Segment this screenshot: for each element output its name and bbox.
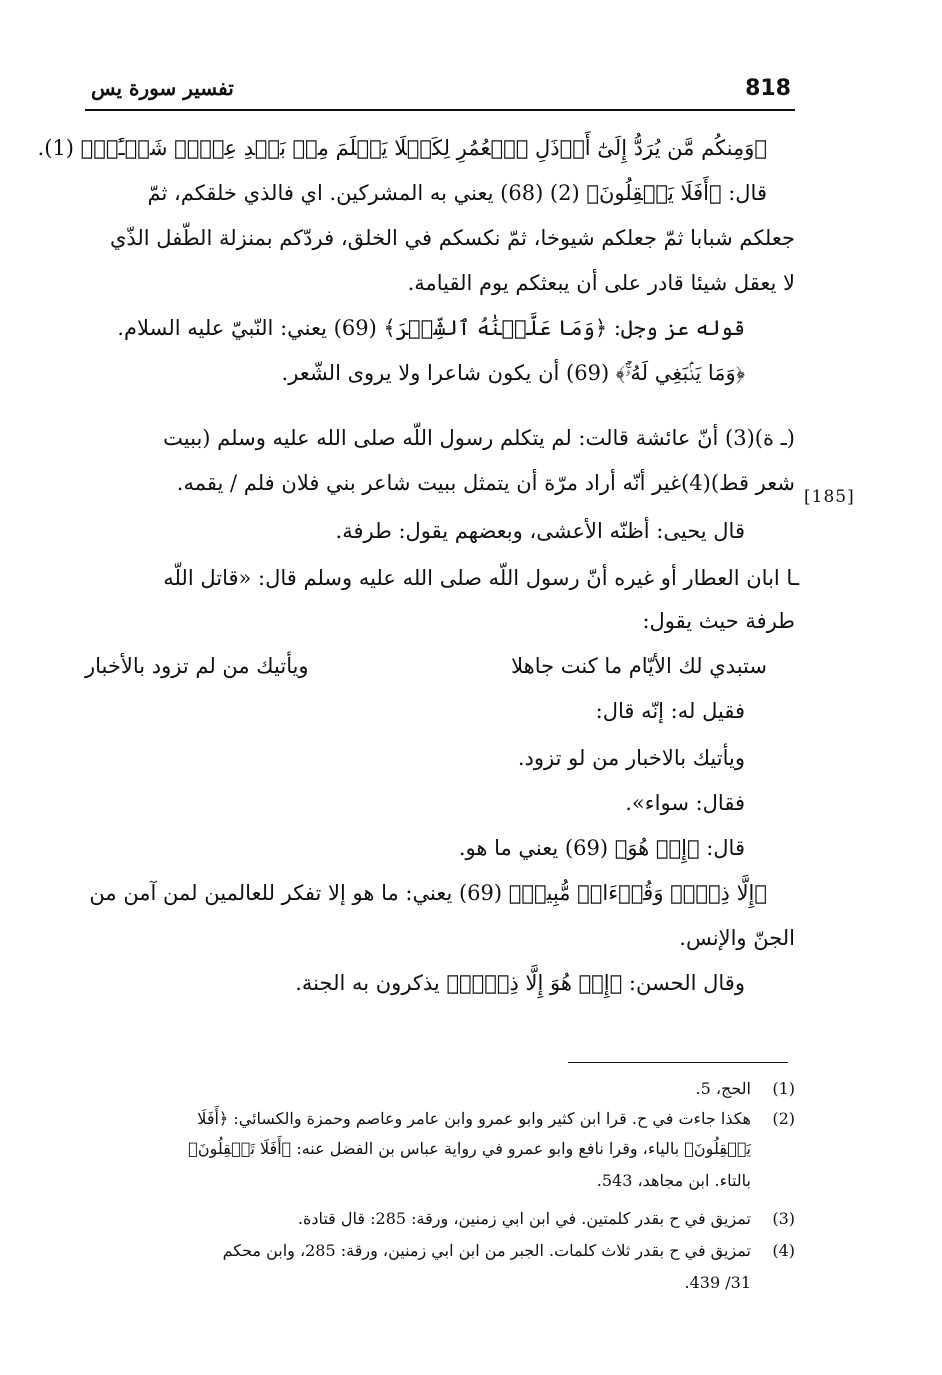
text-line-15: فقال: سواء». (625, 791, 745, 815)
text-line-4: لا يعقل شيئا قادر على أن يبعثكم يوم القيامة. (407, 271, 795, 295)
text-line-14: ويأتيك بالاخبار من لو تزود. (517, 746, 745, 770)
footnote-text: بالتاء. ابن مجاهد، 543. (596, 1171, 751, 1190)
footnote-text: يَعۡقِلُونَ﴾ بالياء، وقرا نافع وابو عمرو في رواية عباس بن الفضل عنه: ﴿أَفَلَا تَعۡقِلُونَ﴾ (188, 1139, 751, 1158)
header-rule (85, 109, 795, 111)
text-line-9: قال يحيى: أظنّه الأعشى، وبعضهم يقول: طرفة. (335, 519, 745, 543)
footnote-2 (85, 1105, 795, 1133)
text-line-10: ـا ابان العطار أو غيره أنّ رسول اللّه صلى الله عليه وسلم قال: «قاتل اللّه (163, 566, 799, 590)
text-line-7: (ـ ة)(3) أنّ عائشة قالت: لم يتكلم رسول اللّه صلى الله عليه وسلم (ببيت (163, 426, 795, 450)
footnote-number: (3) (772, 1209, 795, 1228)
footnote-4 (85, 1237, 795, 1265)
footnote-text: تمزيق في ح بقدر كلمتين. في ابن ابي زمنين، ورقة: 285: قال قتادة. (297, 1209, 751, 1228)
footnote-text: 31/ 439. (684, 1273, 751, 1292)
footnote-number: (1) (772, 1079, 795, 1098)
text-line-6: ﴿وَمَا يَنۢبَغِي لَهُۥٓۚ﴾ (69) أن يكون شاعرا ولا يروى الشّعر. (281, 361, 745, 385)
text-line-1: ﴿وَمِنكُم مَّن يُرَدُّ إِلَىٰٓ أَرۡذَلِ ٱلۡعُمُرِ لِكَيۡلَا يَعۡلَمَ مِنۢ بَعۡدِ عِلۡمٖ شَيۡـًٔاۚ﴾ (1). (37, 136, 767, 160)
footnote-4-continued (85, 1269, 795, 1297)
verse-second-hemistich: ويأتيك من لم تزود بالأخبار (85, 654, 309, 678)
footnote-text: هكذا جاءت في ح. قرا ابن كثير وابو عمرو وابن عامر وعاصم وحمزة والكسائي: ﴿أَفَلَا (197, 1109, 751, 1128)
footnote-2-continued (85, 1167, 795, 1195)
page-header (85, 74, 795, 108)
footnote-3 (85, 1205, 795, 1233)
footnote-rule (568, 1062, 788, 1063)
running-title: تفسير سورة يس (91, 76, 234, 100)
footnote-text: تمزيق في ح بقدر ثلاث كلمات. الجبر من ابن ابي زمنين، ورقة: 285، وابن محكم (222, 1241, 751, 1260)
page-number: 818 (745, 76, 791, 101)
text-line-13: فقيل له: إنّه قال: (595, 699, 745, 723)
text-line-3: جعلكم شبابا ثمّ جعلكم شيوخا، ثمّ نكسكم في الخلق، فردّكم بمنزلة الطّفل الذّي (109, 226, 795, 250)
text-line-19: وقال الحسن: ﴿إِنۡ هُوَ إِلَّا ذِكۡرٞ﴾ يذكرون به الجنة. (295, 971, 745, 995)
text-line-11: طرفة حيث يقول: (642, 609, 795, 633)
margin-page-reference: [185] (804, 487, 855, 507)
text-line-8: شعر قط)(4)غير أنّه أراد مرّة أن يتمثل ببيت شاعر بني فلان فلم / يقمه. (176, 471, 795, 495)
text-line-2: قال: ﴿أَفَلَا يَعۡقِلُونَ﴾ (2) (68) يعني به المشركين. اي فالذي خلقكم، ثمّ (147, 181, 767, 205)
footnote-2-continued (85, 1135, 795, 1163)
text-line-16: قال: ﴿إِنۡ هُوَ﴾ (69) يعني ما هو. (458, 836, 745, 860)
footnote-number: (2) (772, 1109, 795, 1128)
footnote-text: الحج، 5. (695, 1079, 751, 1098)
verse-first-hemistich: ستبدي لك الأيّام ما كنت جاهلا (511, 654, 767, 678)
text-line-17: ﴿إِلَّا ذِكۡرٞ وَقُرۡءَانٞ مُّبِينٞ﴾ (69) يعني: ما هو إلا تفكر للعالمين لمن آمن من (89, 881, 767, 905)
text-line-5: قوله عز وجل: ﴿وَمَا عَلَّمۡنَٰهُ ٱلشِّعۡرَ﴾ (69) يعني: النّبيّ عليه السلام. (117, 316, 745, 340)
footnote-number: (4) (772, 1241, 795, 1260)
text-line-18: الجنّ والإنس. (679, 926, 795, 950)
footnote-1 (85, 1075, 795, 1103)
